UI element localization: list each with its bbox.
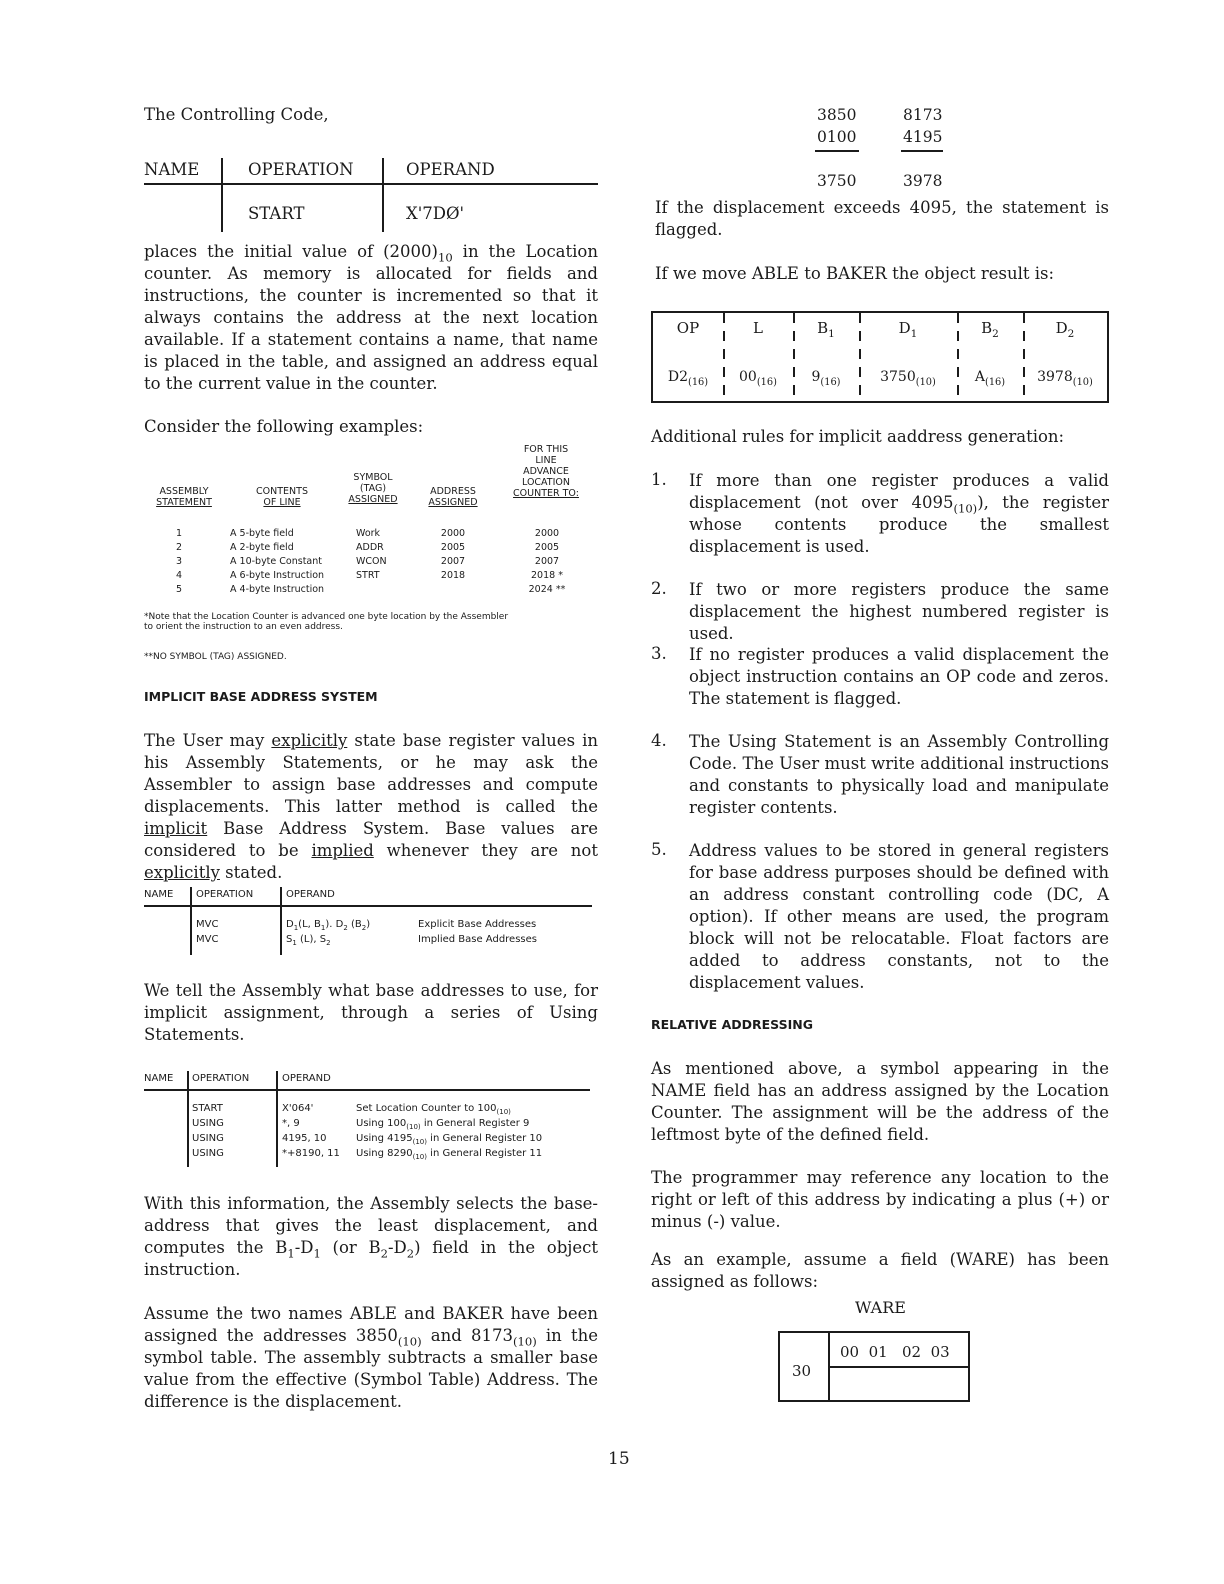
value-subscript: (16)	[985, 376, 1006, 388]
using-table	[144, 1071, 598, 1171]
table-cell-symbol: ADDR	[356, 542, 384, 553]
rule-number: 1.	[651, 470, 667, 489]
rule-number: 3.	[651, 644, 667, 663]
operand-part: D	[286, 919, 294, 930]
operation-cell: USING	[192, 1133, 224, 1144]
object-value-5	[957, 369, 1023, 388]
table-cell-advance: 2005	[534, 542, 560, 553]
rule-number: 5.	[651, 840, 667, 859]
rule-text	[689, 579, 1109, 645]
difference-1: 3750	[817, 172, 857, 190]
header-address: ADDRESS ASSIGNED	[428, 486, 478, 508]
object-header-4	[859, 319, 957, 340]
table-cell-stmt: 4	[175, 570, 183, 581]
operand-value: X'7DØ'	[406, 204, 465, 223]
rule-text	[689, 470, 1109, 558]
table-row	[144, 919, 598, 934]
operand-cell: 4195, 10	[282, 1133, 327, 1144]
table-cell-address: 2000	[440, 528, 466, 539]
rule-text	[689, 731, 1109, 819]
header-main: D	[898, 319, 911, 337]
table-cell-symbol: Work	[356, 528, 381, 539]
operand-part: (B	[347, 919, 362, 930]
table-header-operation: OPERATION	[196, 889, 254, 900]
note-no-symbol: **NO SYMBOL (TAG) ASSIGNED.	[144, 652, 287, 662]
table-row	[144, 1133, 598, 1148]
ware-title: WARE	[855, 1298, 906, 1317]
header-main: OP	[676, 319, 700, 337]
operation-cell: USING	[192, 1118, 224, 1129]
column-divider	[793, 313, 795, 401]
comment-part: Using 4195	[356, 1133, 413, 1144]
operand-part: 2	[361, 924, 367, 932]
column-divider	[859, 313, 861, 401]
comment-part: Using 100	[356, 1118, 407, 1129]
table-cell-contents: A 5-byte field	[230, 528, 294, 539]
ware-left-value: 30	[792, 1362, 812, 1380]
object-header-1	[653, 319, 723, 337]
sum-rule	[815, 150, 859, 152]
comment-subscript: (10)	[406, 1123, 421, 1131]
value-main: 00	[739, 369, 757, 385]
table-header-name: NAME	[144, 1073, 174, 1084]
operand-part: 2	[326, 939, 331, 947]
operand-part: 2	[343, 924, 348, 932]
object-value-3	[793, 369, 859, 388]
controlling-code-table	[144, 160, 598, 232]
table-divider	[221, 158, 223, 232]
table-row	[144, 528, 598, 542]
table-cell-contents: A 6-byte Instruction	[230, 570, 325, 581]
paragraph-relative: As mentioned above, a symbol appearing in the NAME field has an address assigned by the Location Counter. The assignment will be the address of the leftmost byte of the defined field.	[651, 1059, 1109, 1144]
comment-part: in General Register 11	[427, 1148, 543, 1159]
rule-text	[689, 840, 1109, 994]
table-row	[144, 1118, 598, 1133]
header-assembly-statement: ASSEMBLY STATEMENT	[156, 486, 212, 508]
ware-byte-labels: 00 01 02 03	[840, 1343, 950, 1361]
minuend-1: 3850	[817, 106, 857, 124]
table-cell-advance: 2024 **	[528, 584, 566, 595]
ware-diagram	[778, 1331, 970, 1402]
table-header-operand: OPERAND	[282, 1073, 331, 1084]
object-value-1	[653, 369, 723, 388]
ware-divider	[830, 1366, 968, 1368]
comment-cell	[356, 1118, 529, 1129]
object-result-table	[651, 311, 1109, 403]
rule-part: If more than one register produces a valid displacement (not over 4095	[689, 471, 1109, 512]
table-cell-contents: A 2-byte field	[230, 542, 294, 553]
column-divider	[723, 313, 725, 401]
table-cell-advance: 2007	[534, 556, 560, 567]
column-divider	[1023, 313, 1025, 401]
paragraph-example: As an example, assume a field (WARE) has been assigned as follows:	[651, 1250, 1109, 1291]
comment-part: Using 8290	[356, 1148, 413, 1159]
value-subscript: (16)	[688, 376, 709, 388]
table-row	[144, 570, 598, 584]
minuend-2: 8173	[903, 106, 943, 124]
operand-cell	[286, 934, 331, 945]
rule-number: 2.	[651, 579, 667, 598]
header-main: L	[753, 319, 763, 337]
rule-part: The Using Statement is an Assembly Controlling Code. The User must write additional instructions and constants to physically load and manipulate register contents.	[689, 732, 1109, 817]
table-cell-contents: A 4-byte Instruction	[230, 584, 325, 595]
operand-part: )	[366, 919, 371, 930]
table-cell-advance: 2000	[534, 528, 560, 539]
comment-cell: Explicit Base Addresses	[418, 919, 537, 930]
operation-cell: MVC	[196, 934, 219, 945]
value-main: 9	[811, 369, 821, 385]
operation-start: START	[248, 204, 305, 223]
table-cell-contents: A 10-byte Constant	[230, 556, 322, 567]
page-number: 15	[608, 1449, 630, 1469]
table-header-name: NAME	[144, 160, 200, 179]
table-rule	[144, 183, 598, 185]
object-cells	[653, 313, 1107, 401]
table-row	[144, 1103, 598, 1118]
table-row	[144, 1148, 598, 1163]
table-cell-stmt: 1	[175, 528, 183, 539]
rule-number: 4.	[651, 731, 667, 750]
table-cell-symbol: STRT	[356, 570, 380, 581]
rule-text	[689, 644, 1109, 710]
comment-part: in General Register 9	[420, 1118, 530, 1129]
comment-part: Set Location Counter to 100	[356, 1103, 497, 1114]
heading-implicit-base: IMPLICIT BASE ADDRESS SYSTEM	[144, 689, 378, 704]
table-cell-stmt: 3	[175, 556, 183, 567]
header-advance: FOR THIS LINE ADVANCE LOCATION COUNTER TO:	[513, 444, 579, 499]
operation-cell: START	[192, 1103, 223, 1114]
note-location-counter: *Note that the Location Counter is advanced one byte location by the Assembler to orient the instruction to an even address.	[144, 612, 509, 632]
value-subscript: (10)	[1072, 376, 1093, 388]
paragraph-reference: The programmer may reference any location to the right or left of this address by indicating a plus (+) or minus (-) value.	[651, 1168, 1109, 1231]
mvc-table	[144, 887, 598, 957]
paragraph-move-able: If we move ABLE to BAKER the object result is:	[655, 264, 1055, 283]
paragraph-flagged: If the displacement exceeds 4095, the statement is flagged.	[655, 198, 1109, 239]
operand-part: 1	[320, 924, 326, 932]
object-header-3	[793, 319, 859, 340]
table-header-operand: OPERAND	[406, 160, 495, 179]
operand-part: 1	[293, 924, 299, 932]
object-header-5	[957, 319, 1023, 340]
object-header-6	[1023, 319, 1107, 340]
heading-relative-addressing: RELATIVE ADDRESSING	[651, 1017, 813, 1032]
table-cell-address: 2007	[440, 556, 466, 567]
subtraction-example	[815, 106, 955, 196]
table-cell-stmt: 2	[175, 542, 183, 553]
comment-cell	[356, 1133, 542, 1144]
rule-subscript: (10)	[953, 501, 978, 516]
operand-part: (L, B	[298, 919, 321, 930]
header-contents: CONTENTS OF LINE	[256, 486, 308, 508]
operand-cell: *, 9	[282, 1118, 300, 1129]
rule-part: If two or more registers produce the same displacement the highest numbered register is used.	[689, 580, 1109, 643]
table-row	[144, 556, 598, 570]
comment-subscript: (10)	[412, 1138, 427, 1146]
header-subscript: 2	[992, 328, 999, 340]
table-header-name: NAME	[144, 889, 174, 900]
sum-rule	[901, 150, 943, 152]
object-header-2	[723, 319, 793, 337]
value-subscript: (10)	[915, 376, 936, 388]
table-header-operand: OPERAND	[286, 889, 335, 900]
paragraph-using: We tell the Assembly what base addresses to use, for implicit assignment, through a series of Using Statements.	[144, 981, 598, 1044]
consider-text: Consider the following examples:	[144, 417, 424, 436]
comment-subscript: (10)	[412, 1153, 427, 1161]
comment-cell	[356, 1103, 511, 1114]
rule-part: Address values to be stored in general registers for base address purposes should be defined with an address constant controlling code (DC, A option). If other means are used, the program block will not be relocatable. Float factors are added to address constants, not to the displacement values.	[689, 841, 1109, 992]
header-subscript: 1	[910, 328, 918, 340]
difference-2: 3978	[903, 172, 943, 190]
table-header-operation: OPERATION	[192, 1073, 250, 1084]
paragraph-selects-base: With this information, the Assembly selects the base-address that gives the least displacement, and computes the $B_1-D_1$ (or $B_2-D_2$) field in the object instruction.	[144, 1194, 599, 1279]
operand-part: ). D	[325, 919, 344, 930]
rule-part: ), the register whose contents produce the smallest displacement is used.	[689, 493, 1109, 556]
operand-cell: X'064'	[282, 1103, 314, 1114]
table-row	[144, 934, 598, 949]
intro-text: The Controlling Code,	[144, 105, 329, 124]
header-symbol: SYMBOL (TAG) ASSIGNED	[348, 472, 398, 505]
value-main: 3978	[1037, 369, 1073, 385]
paragraph-able-baker: Assume the two names ABLE and BAKER have been assigned the addresses $3850_{(10)}$ and $8173_{(10)}$ in the symbol table. The assembly subtracts a smaller base value from the effective (Symbol Table) Address. The difference is the displacement.	[144, 1304, 598, 1411]
value-subscript: (16)	[820, 376, 841, 388]
comment-subscript: (10)	[496, 1108, 511, 1116]
column-divider	[957, 313, 959, 401]
table-rule	[144, 1089, 590, 1091]
subtrahend-2: 4195	[903, 128, 943, 146]
subtrahend-1: 0100	[817, 128, 857, 146]
header-main: D	[1055, 319, 1068, 337]
value-main: 3750	[880, 369, 916, 385]
header-subscript: 2	[1067, 328, 1075, 340]
table-row	[144, 584, 598, 598]
paragraph-location-counter: places the initial value of $(2000)_{10}$ in the Location counter. As memory is allocated for fields and instructions, the counter is incremented so that it always contains the address at the next location available. If a statement contains a name, that name is placed in the table, and assigned an address equal to the current value in the counter.	[144, 242, 598, 393]
table-cell-advance: 2018 *	[531, 570, 563, 581]
value-main: D2	[667, 369, 688, 385]
header-main: B	[981, 319, 993, 337]
example-table	[144, 444, 598, 664]
object-value-6	[1023, 369, 1107, 388]
table-cell-stmt: 5	[175, 584, 183, 595]
value-main: A	[974, 369, 985, 385]
table-cell-address: 2005	[440, 542, 466, 553]
table-header-operation: OPERATION	[248, 160, 354, 179]
rules-intro: Additional rules for implicit aaddress generation:	[651, 427, 1065, 446]
table-divider	[382, 158, 384, 232]
header-main: B	[817, 319, 829, 337]
object-value-4	[859, 369, 957, 388]
operand-cell: *+8190, 11	[282, 1148, 340, 1159]
value-subscript: (16)	[756, 376, 777, 388]
rule-part: If no register produces a valid displacement the object instruction contains an OP code and zeros. The statement is flagged.	[689, 645, 1109, 708]
table-cell-symbol: WCON	[356, 556, 387, 567]
header-subscript: 1	[828, 328, 835, 340]
comment-part: in General Register 10	[427, 1133, 543, 1144]
comment-cell: Implied Base Addresses	[418, 934, 537, 945]
operand-part: S	[286, 934, 293, 945]
operand-cell	[286, 919, 370, 930]
operand-part: (L), S	[296, 934, 327, 945]
operation-cell: MVC	[196, 919, 219, 930]
comment-cell	[356, 1148, 542, 1159]
operand-part: 1	[292, 939, 297, 947]
table-row	[144, 542, 598, 556]
paragraph-implicit: The User may explicitly state base register values in his Assembly Statements, or he may ask the Assembler to assign base addresses and compute displacements. This latter method is called the implicit Base Address System. Base values are considered to be implied whenever they are not explicitly stated.	[144, 731, 598, 882]
object-value-2	[723, 369, 793, 388]
operation-cell: USING	[192, 1148, 224, 1159]
table-rule	[144, 905, 592, 907]
table-cell-address: 2018	[440, 570, 466, 581]
